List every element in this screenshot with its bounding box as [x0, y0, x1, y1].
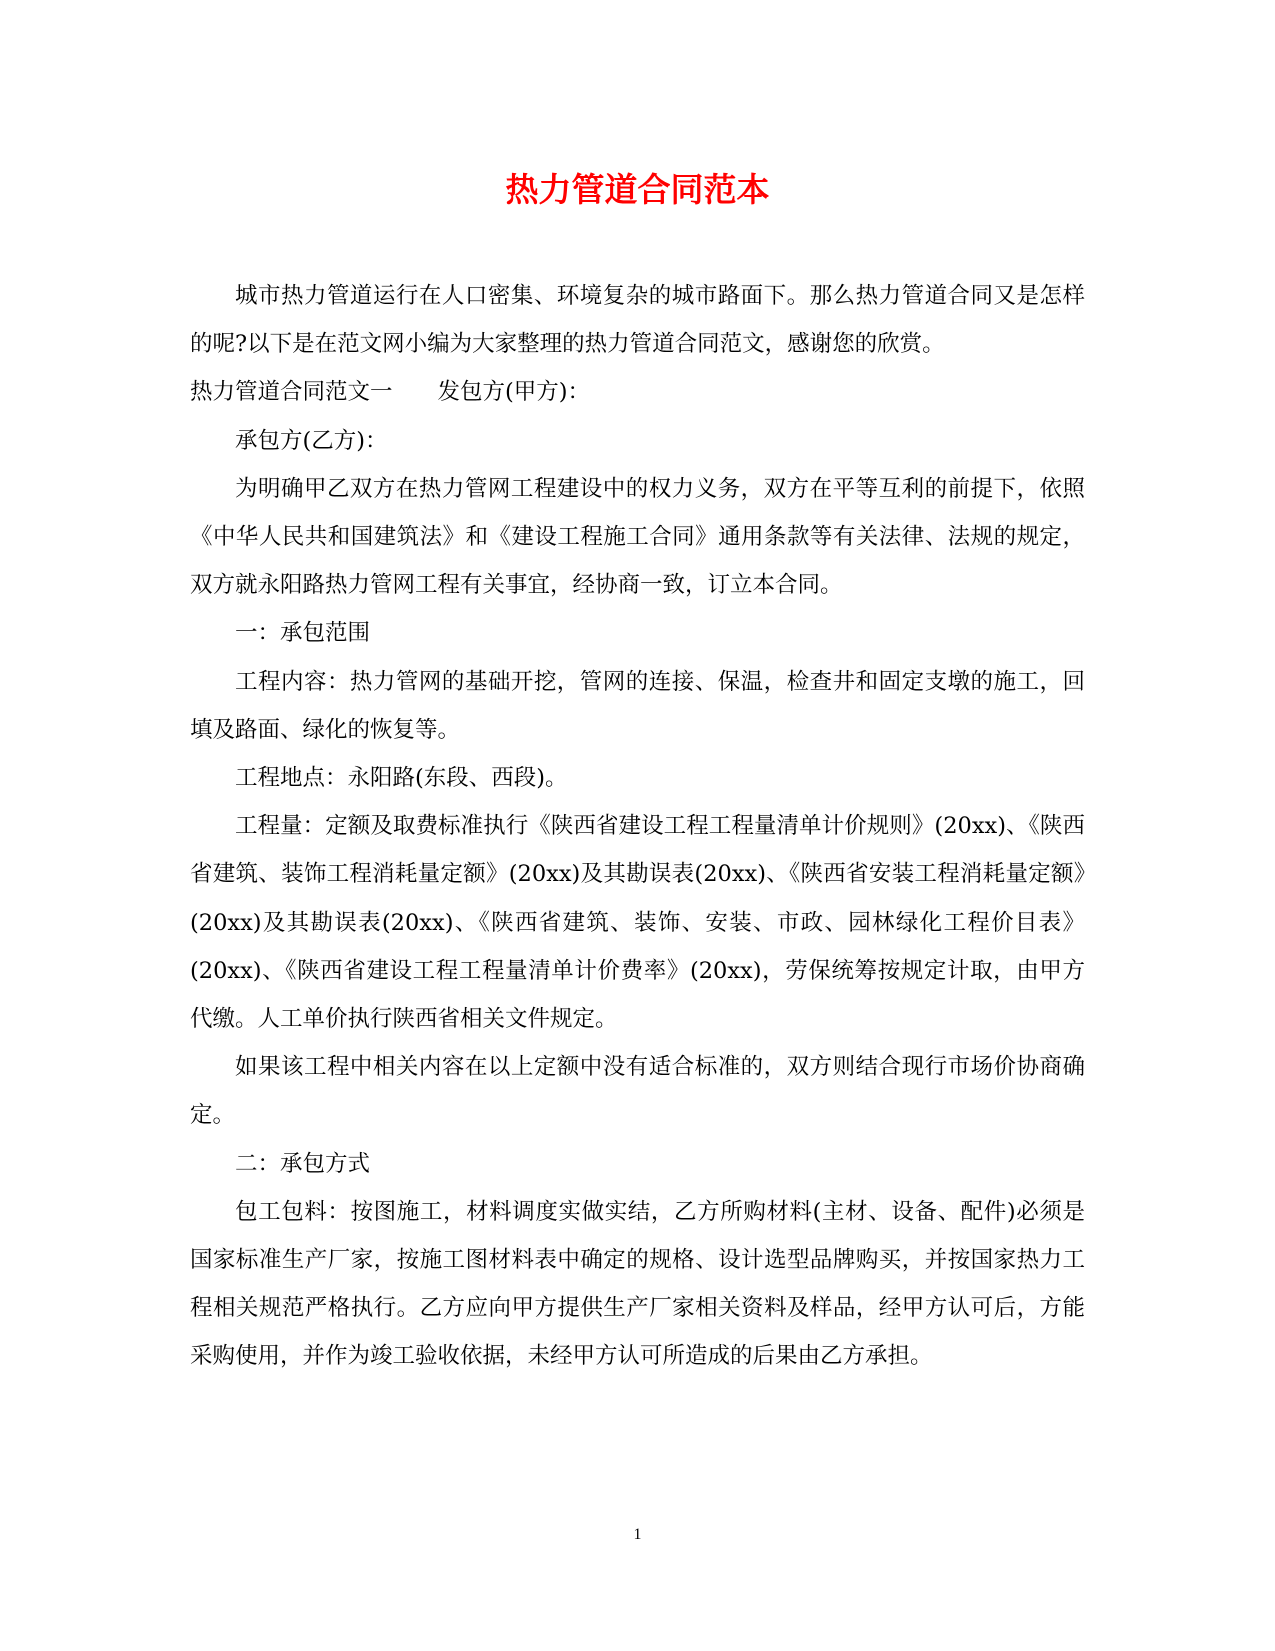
page-number: 1 [633, 1526, 642, 1543]
purpose-paragraph: 为明确甲乙双方在热力管网工程建设中的权力义务，双方在平等互利的前提下，依照《中华人民共和国建筑法》和《建设工程施工合同》通用条款等有关法律、法规的规定，双方就永阳路热力管网工程有关事宜，经协商一致，订立本合同。 [190, 475, 1085, 599]
project-location-paragraph: 工程地点：永阳路(东段、西段)。 [235, 765, 568, 792]
contract-heading-line: 热力管道合同范文一 发包方(甲方)： [190, 379, 591, 406]
project-content-paragraph: 工程内容：热力管网的基础开挖，管网的连接、保温，检查井和固定支墩的施工，回填及路面、绿化的恢复等。 [190, 668, 1085, 743]
document-body [190, 272, 1085, 1381]
market-price-paragraph: 如果该工程中相关内容在以上定额中没有适合标准的，双方则结合现行市场价协商确定。 [190, 1054, 1085, 1129]
section-heading-method: 二：承包方式 [235, 1150, 371, 1177]
quantity-paragraph: 工程量：定额及取费标准执行《陕西省建设工程工程量清单计价规则》(20xx)、《陕西省建筑、装饰工程消耗量定额》(20xx)及其勘误表(20xx)、《陕西省安装工程消耗量定额》(20xx)及其勘误表(20xx)、《陕西省建筑、装饰、安装、市政、园林绿化工程价目表》(20xx)、《陕西省建设工程工程量清单计价费率》(20xx)，劳保统筹按规定计取，由甲方代缴。人工单价执行陕西省相关文件规定。 [190, 813, 1085, 1033]
contractor-party-line: 承包方(乙方)： [235, 427, 388, 454]
intro-paragraph: 城市热力管道运行在人口密集、环境复杂的城市路面下。那么热力管道合同又是怎样的呢?以下是在范文网小编为大家整理的热力管道合同范文，感谢您的欣赏。 [190, 283, 1085, 358]
section-heading-scope: 一：承包范围 [235, 620, 371, 647]
document-title: 热力管道合同范本 [505, 170, 770, 209]
materials-paragraph: 包工包料：按图施工，材料调度实做实结，乙方所购材料(主材、设备、配件)必须是国家标准生产厂家，按施工图材料表中确定的规格、设计选型品牌购买，并按国家热力工程相关规范严格执行。乙方应向甲方提供生产厂家相关资料及样品，经甲方认可后，方能采购使用，并作为竣工验收依据，未经甲方认可所造成的后果由乙方承担。 [190, 1198, 1085, 1370]
